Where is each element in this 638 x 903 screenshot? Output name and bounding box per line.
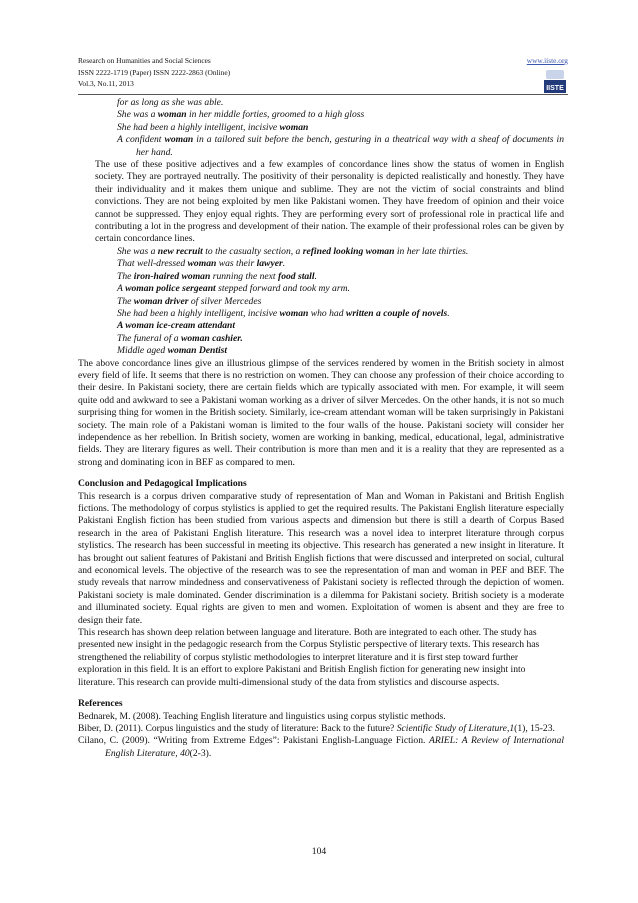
example-line: The funeral of a woman cashier. (117, 332, 243, 344)
logo-text: IISTE (546, 85, 564, 92)
example-line: She was a new recruit to the casualty section, a refined looking woman in her late thirties. (117, 245, 469, 257)
issn: ISSN 2222-1719 (Paper) ISSN 2222-2863 (Online) (78, 67, 231, 77)
header-rule (78, 94, 568, 95)
example-line: A woman ice-cream attendant (117, 320, 236, 332)
example-line: A confident woman in a tailored suit before the bench, gesturing in a theatrical way with a sheaf of documents in her hand. (117, 134, 564, 158)
section-heading: Conclusion and Pedagogical Implications (78, 478, 247, 490)
example-line: The woman driver of silver Mercedes (117, 295, 262, 307)
section-heading: References (78, 698, 123, 710)
example-line: The iron-haired woman running the next food stall. (117, 270, 317, 282)
example-line: That well-dressed woman was their lawyer. (117, 258, 286, 270)
iiste-logo (542, 67, 568, 95)
paragraph: This research has shown deep relation between language and literature. Both are integrated to each other. The study has presented new insight in the pedagogic research from the Corpus Stylistic perspective of literary texts. This research has strengthened the reliability of corpus stylistic methodologies to interpret literature and it is first step toward further exploration in this field. It is an effort to explore Pakistani and British English fiction for generating new insight into literature. This research can provide multi-dimensional study of the data from stylistics and discourse aspects. (78, 627, 540, 688)
journal-url-link[interactable]: www.iiste.org (526, 56, 568, 65)
page-number: 104 (311, 846, 327, 857)
journal-name: Research on Humanities and Social Sciences (78, 56, 211, 65)
volume: Vol.3, No.11, 2013 (78, 79, 134, 88)
example-line: She had been a highly intelligent, incisive woman (117, 121, 309, 133)
reference-item: Cilano, C. (2009). “Writing from Extreme Edges”: Pakistani English-Language Fiction. ARIEL: A Review of International English Literature, 40(2-3). (78, 735, 564, 759)
page-header (78, 55, 568, 95)
paragraph: The above concordance lines give an illustrious glimpse of the services rendered by women in the British society in almost every field of life. It seems that there is no restriction on women. They can choose any profession of their choice according to their desire. In Pakistani society, there are certain fields which are typically associated with men. For example, it will seem quite odd and awkward to see a Pakistani woman working as a driver of silver Mercedes. On the other hands, it is not so much surprising thing for women in the British society. Similarly, ice-cream attendant woman will be taken surprisingly in Pakistani society. The main role of a Pakistani woman is limited to the four walls of the house. Pakistani society will consider her independence as her rebellion. In British society, women are working in banking, medical, educational, legal, administrative fields. They are literary figures as well. Their contribution is more than men and it is a reality that they are represented as a strong and dominating icon in BEF as compared to men. (78, 357, 564, 468)
page-body (78, 97, 564, 760)
reference-item: Biber, D. (2011). Corpus linguistics and the study of literature: Back to the future? Scientific Study of Literature,1(1), 15-23. (78, 722, 555, 734)
example-line: A woman police sergeant stepped forward and took my arm. (117, 283, 350, 295)
paragraph: This research is a corpus driven comparative study of representation of Man and Woman in Pakistani and British English fictions. The methodology of corpus stylistics is applied to get the required results. The Pakistani English literature especially Pakistani English fiction has been studied from various aspects and dimension but there is still a dearth of Corpus Based research in the area of Pakistani English literature. This research was a novel idea to interpret literature through corpus stylistics. The research has been successful in meeting its objective. This research has generated a new insight in literature. It has brought out salient features of Pakistani and British English fictions that were discussed and interpreted on social, cultural and economical levels. The objective of the research was to see the representation of man and woman in PEF and BEF. The study reveals that narrow mindedness and conservativeness of Pakistani society is reflected through the depiction of women. Pakistani society is male dominated. Gender discrimination is a dilemma for Pakistani society. British society is a moderate and illuminated society. Equal rights are given to men and women. Exploitation of women is absent and they are free to design their fate. (78, 490, 564, 626)
reference-item: Bednarek, M. (2008). Teaching English literature and linguistics using corpus stylistic methods. (78, 710, 446, 722)
example-line: She was a woman in her middle forties, groomed to a high gloss (117, 109, 365, 121)
example-line: She had been a highly intelligent, incisive woman who had written a couple of novels. (117, 307, 450, 319)
paragraph: The use of these positive adjectives and a few examples of concordance lines show the status of women in English society. They are portrayed neutrally. The positivity of their personality is depicted realistically and honestly. They have their individuality and it makes them unique and sublime. They are not the victim of social constraints and blind convictions. They are not being exploited by men like Pakistani women. They have freedom of opinion and their voice cannot be suppressed. They enjoy equal rights. They are performing every sort of professional role in practical life and contributing a lot in the progress and development of their nation. The example of their professional roles can be given by certain concordance lines. (95, 159, 564, 245)
example-line: for as long as she was able. (117, 97, 224, 108)
example-line: Middle aged woman Dentist (117, 345, 228, 357)
